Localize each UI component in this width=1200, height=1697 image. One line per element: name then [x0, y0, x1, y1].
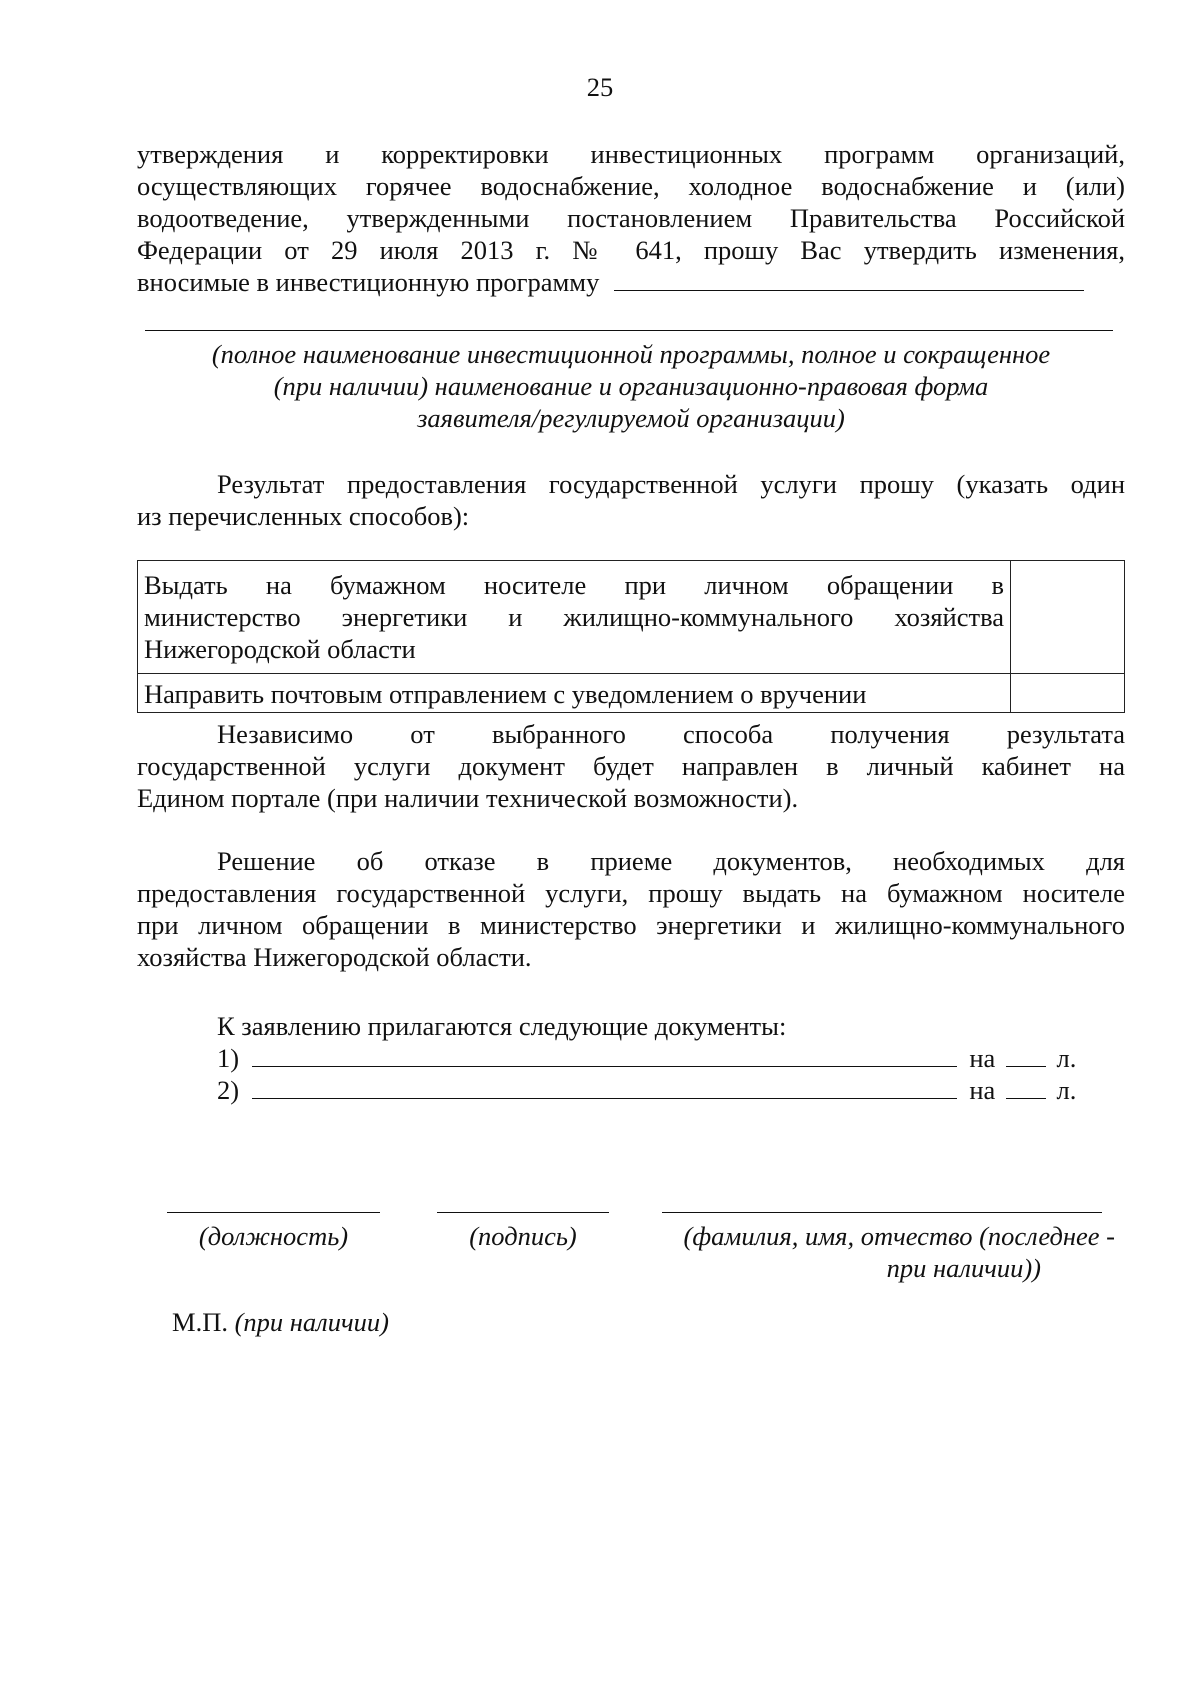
portal-note-line: Независимо от выбранного способа получения результата — [217, 719, 1125, 749]
attachments-heading: К заявлению прилагаются следующие документы: — [217, 1011, 787, 1041]
attachment-item — [217, 1042, 1117, 1074]
intro-last-line-text: вносимые в инвестиционную программу — [137, 267, 600, 297]
stamp-note: (при наличии) — [234, 1307, 389, 1337]
intro-last-line — [137, 266, 1125, 298]
attachment-on-label: на — [969, 1075, 996, 1105]
delivery-option-checkbox-cell[interactable] — [1011, 674, 1125, 713]
portal-note-line: государственной услуги документ будет направлен в личный кабинет на — [137, 751, 1125, 781]
full-name-label-line: при наличии)) — [886, 1253, 1041, 1283]
position-label — [167, 1220, 380, 1252]
delivery-option-text — [138, 674, 1011, 713]
attachments-section — [217, 1010, 1117, 1106]
option-line: министерство энергетики и жилищно-коммунального хозяйства — [144, 602, 1004, 632]
refusal-note-line: при личном обращении в министерство энергетики и жилищно-коммунального — [137, 910, 1125, 940]
attachment-name-blank[interactable] — [252, 1097, 957, 1099]
stamp-line — [172, 1306, 389, 1338]
intro-line: утверждения и корректировки инвестиционных программ организаций, — [137, 139, 1125, 169]
program-caption — [137, 338, 1125, 434]
intro-line: водоотведение, утвержденными постановлением Правительства Российской — [137, 203, 1125, 233]
option-line: Выдать на бумажном носителе при личном обращении в — [144, 570, 1004, 600]
intro-paragraph — [137, 138, 1125, 298]
attachment-unit-label: л. — [1056, 1075, 1077, 1105]
program-name-blank[interactable] — [614, 289, 1084, 291]
delivery-options-table — [137, 560, 1125, 713]
stamp-label: М.П. — [172, 1307, 228, 1337]
signature-blank[interactable] — [437, 1212, 609, 1213]
position-blank[interactable] — [167, 1212, 380, 1213]
intro-line: осуществляющих горячее водоснабжение, холодное водоснабжение и (или) — [137, 171, 1125, 201]
full-name-label-line: (фамилия, имя, отчество (последнее - — [683, 1221, 1115, 1251]
attachment-pages-blank[interactable] — [1006, 1097, 1046, 1099]
option-line: Направить почтовым отправлением с уведомлением о вручении — [144, 679, 867, 709]
result-request-paragraph — [137, 468, 1125, 532]
program-name-blank-line[interactable] — [145, 330, 1113, 331]
position-label-text: (должность) — [198, 1221, 349, 1251]
attachment-pages-blank[interactable] — [1006, 1065, 1046, 1067]
signature-label-text: (подпись) — [469, 1221, 577, 1251]
refusal-note-line: предоставления государственной услуги, прошу выдать на бумажном носителе — [137, 878, 1125, 908]
delivery-option-row — [138, 674, 1125, 713]
result-request-line: Результат предоставления государственной услуги прошу (указать один — [217, 469, 1125, 499]
portal-note-line: Едином портале (при наличии технической возможности). — [137, 783, 799, 813]
refusal-note-line: Решение об отказе в приеме документов, необходимых для — [217, 846, 1125, 876]
attachment-name-blank[interactable] — [252, 1065, 957, 1067]
delivery-option-text — [138, 561, 1011, 674]
option-line: Нижегородской области — [144, 634, 416, 664]
delivery-option-row — [138, 561, 1125, 674]
attachment-number: 1) — [217, 1043, 240, 1073]
full-name-label — [645, 1220, 1125, 1284]
attachment-on-label: на — [969, 1043, 996, 1073]
delivery-option-checkbox-cell[interactable] — [1011, 561, 1125, 674]
result-request-line: из перечисленных способов): — [137, 501, 470, 531]
caption-line: заявителя/регулируемой организации) — [417, 403, 845, 433]
attachment-number: 2) — [217, 1075, 240, 1105]
caption-line: (полное наименование инвестиционной программы, полное и сокращенное — [211, 339, 1051, 369]
page-number: 25 — [586, 72, 614, 102]
intro-line: Федерации от 29 июля 2013 г. № 641, прошу Вас утвердить изменения, — [137, 235, 1125, 265]
caption-line: (при наличии) наименование и организационно-правовая форма — [273, 371, 989, 401]
attachment-item — [217, 1074, 1117, 1106]
refusal-note-line: хозяйства Нижегородской области. — [137, 942, 532, 972]
signature-label — [437, 1220, 609, 1252]
portal-note-paragraph — [137, 718, 1125, 814]
attachment-unit-label: л. — [1056, 1043, 1077, 1073]
full-name-blank[interactable] — [662, 1212, 1102, 1213]
refusal-note-paragraph — [137, 845, 1125, 973]
